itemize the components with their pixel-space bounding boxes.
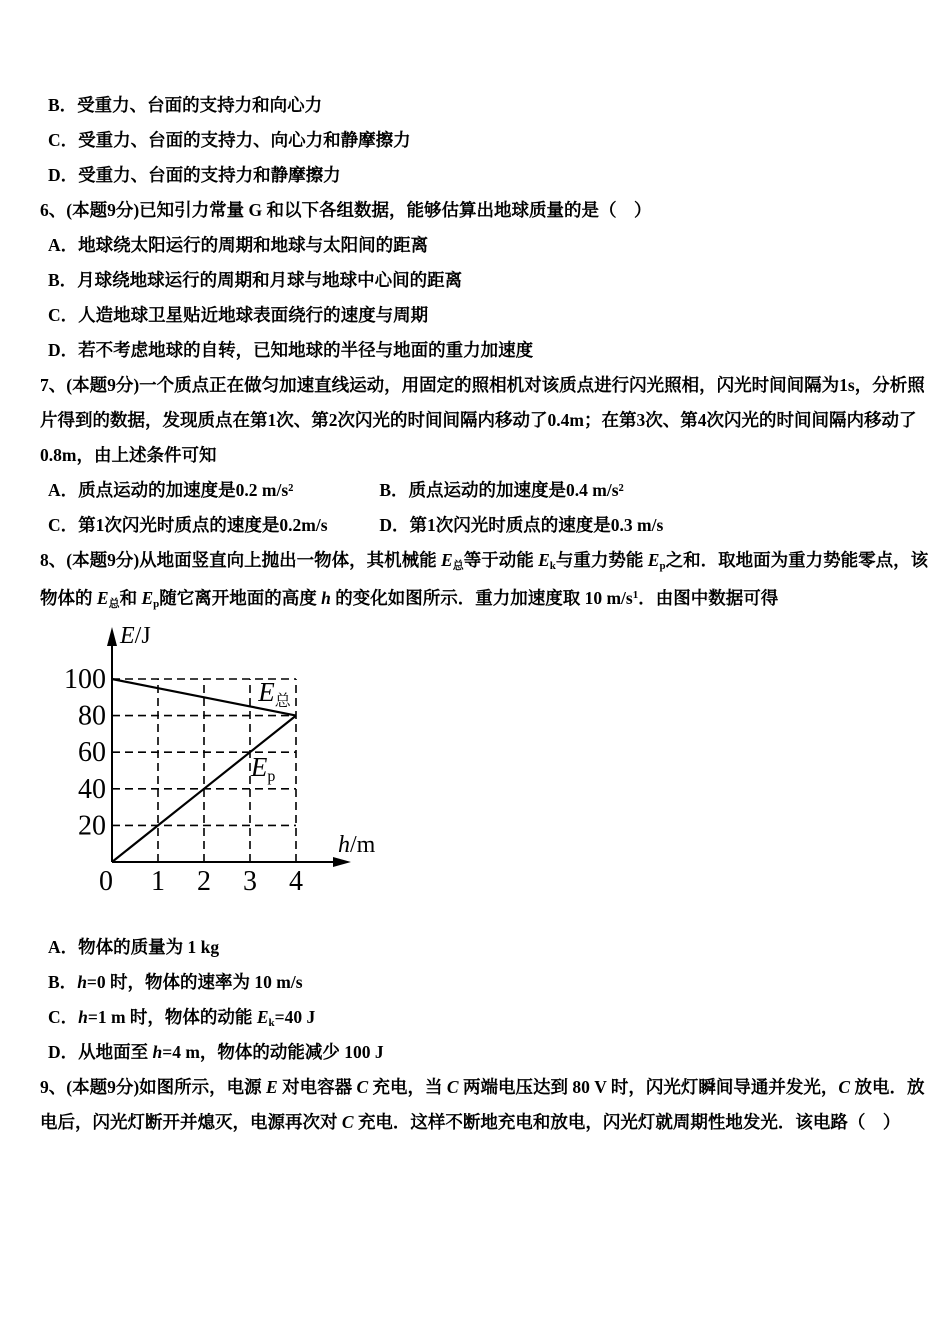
question-7-option-d: D．第1次闪光时质点的速度是0.3 m/s bbox=[379, 515, 664, 535]
question-7-option-a: A．质点运动的加速度是0.2 m/s² bbox=[48, 480, 294, 500]
question-5-option-b: B．受重力、台面的支持力和向心力 bbox=[48, 95, 323, 115]
y-tick-label: 40 bbox=[78, 773, 106, 805]
y-tick-label: 80 bbox=[78, 700, 106, 732]
question-6-option-b: B．月球绕地球运行的周期和月球与地球中心间的距离 bbox=[48, 270, 463, 290]
question-7-option-c: C．第1次闪光时质点的速度是0.2m/s bbox=[48, 515, 328, 535]
question-5-options bbox=[40, 88, 916, 193]
x-axis-arrow-icon bbox=[333, 857, 351, 867]
question-9-stem-line-1: 9、(本题9分)如图所示，电源 E 对电容器 C 充电，当 C 两端电压达到 80 V 时，闪光灯瞬间导通并发光，C 放电．放 bbox=[40, 1077, 925, 1097]
series-label-e-total: E总 bbox=[258, 677, 291, 710]
question-8-option-a: A．物体的质量为 1 kg bbox=[48, 937, 220, 957]
question-6 bbox=[40, 193, 916, 368]
question-6-option-c: C．人造地球卫星贴近地球表面绕行的速度与周期 bbox=[48, 305, 429, 325]
question-7-option-b: B．质点运动的加速度是0.4 m/s² bbox=[379, 480, 624, 500]
y-tick-label: 100 bbox=[64, 664, 106, 695]
question-8 bbox=[40, 543, 929, 1070]
question-6-option-d: D．若不考虑地球的自转，已知地球的半径与地面的重力加速度 bbox=[48, 340, 534, 360]
x-tick-label: 3 bbox=[243, 866, 257, 897]
question-7-stem-line-2: 片得到的数据，发现质点在第1次、第2次闪光的时间间隔内移动了0.4m；在第3次、第4次闪光的时间间隔内移动了 bbox=[40, 410, 917, 430]
y-axis-label: E/J bbox=[120, 623, 151, 649]
question-7-stem-line-1: 7、(本题9分)一个质点正在做匀加速直线运动，用固定的照相机对该质点进行闪光照相，闪光时间间隔为1s，分析照 bbox=[40, 375, 925, 395]
question-7 bbox=[40, 368, 925, 543]
y-tick-label: 60 bbox=[78, 737, 106, 769]
question-6-option-a: A．地球绕太阳运行的周期和地球与太阳间的距离 bbox=[48, 235, 429, 255]
question-8-option-c: C．h=1 m 时，物体的动能 $E_k=40$ J bbox=[48, 1007, 316, 1029]
question-7-options-row-1 bbox=[40, 473, 916, 508]
question-9 bbox=[40, 1070, 925, 1140]
question-7-options-row-2 bbox=[40, 508, 916, 543]
energy-height-chart bbox=[60, 618, 480, 903]
question-7-stem-line-3: 0.8m，由上述条件可知 bbox=[40, 445, 217, 465]
x-tick-label: 2 bbox=[197, 866, 211, 897]
y-tick-label: 20 bbox=[78, 810, 106, 842]
question-8-option-d: D．从地面至 h=4 m，物体的动能减少 100 J bbox=[48, 1042, 384, 1062]
x-axis-label: h/m bbox=[338, 832, 376, 858]
question-9-stem-line-2: 电后，闪光灯断开并熄灭，电源再次对 C 充电．这样不断地充电和放电，闪光灯就周期性地发光．该电路（ ） bbox=[40, 1112, 901, 1132]
question-6-stem: 6、(本题9分)已知引力常量 G 和以下各组数据，能够估算出地球质量的是（ ） bbox=[40, 200, 652, 220]
chart-svg bbox=[60, 618, 480, 903]
x-tick-label: 0 bbox=[99, 866, 113, 897]
question-5-option-c: C．受重力、台面的支持力、向心力和静摩擦力 bbox=[48, 130, 411, 150]
question-8-stem-line-2: 物体的 $E_总$和 $E_p$随它离开地面的高度 h 的变化如图所示．重力加速度取 10 $m/s^1$．由图中数据可得 bbox=[40, 588, 779, 610]
y-axis-arrow-icon bbox=[107, 627, 117, 646]
series-label-e-p: Ep bbox=[250, 752, 276, 785]
question-5-option-d: D．受重力、台面的支持力和静摩擦力 bbox=[48, 165, 341, 185]
x-tick-label: 1 bbox=[151, 866, 165, 897]
question-8-stem-line-1: 8、(本题9分)从地面竖直向上抛出一物体，其机械能 $E_总$等于动能 $E_k$与重力势能 $E_p$之和．取地面为重力势能零点，该 bbox=[40, 550, 929, 572]
question-8-option-b: B．h=0 时，物体的速率为 10 m/s bbox=[48, 972, 303, 992]
x-tick-label: 4 bbox=[289, 866, 303, 897]
